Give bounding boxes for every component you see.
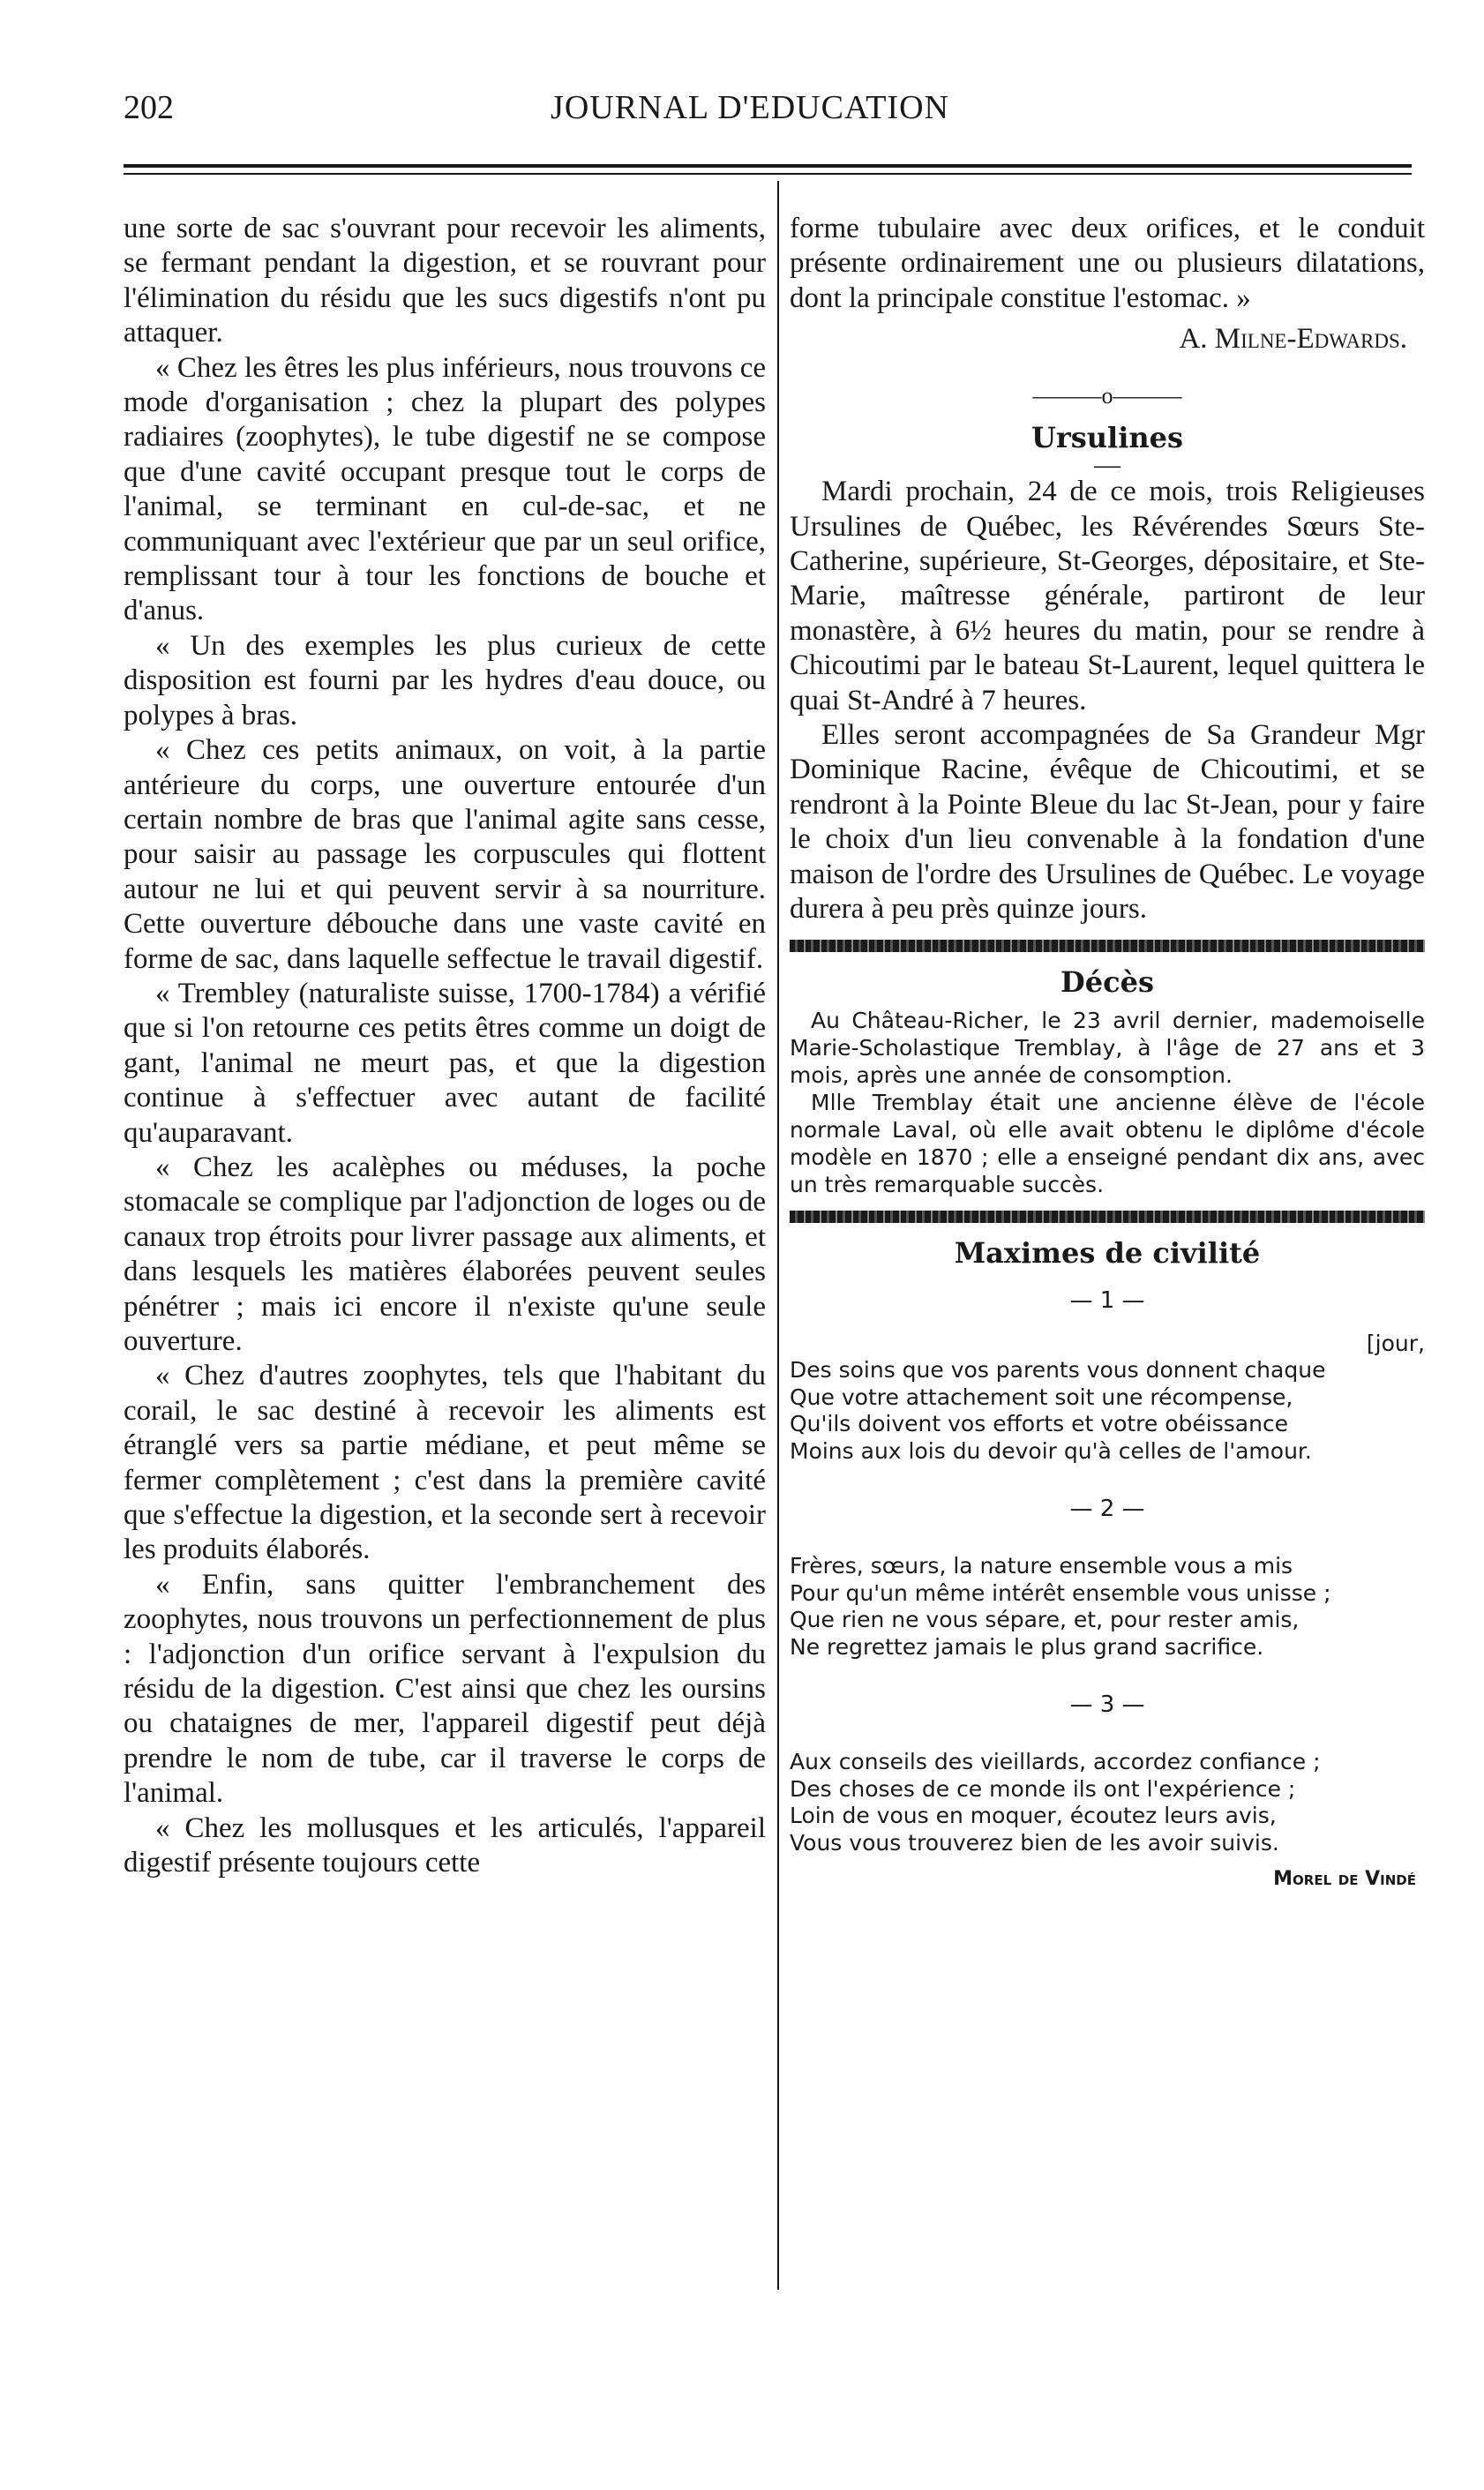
verse-line: Vous vous trouverez bien de les avoir suivis. [790, 1829, 1279, 1856]
article-paragraph: « Trembley (naturaliste suisse, 1700-1784) a vérifié que si l'on retourne ces petits êtres comme un doigt de gant, l'animal ne meurt pas, et que la digestion continue à s'effectuer avec autant de facilité qu'auparavant. [124, 977, 766, 1149]
verse-line: Qu'ils doivent vos efforts et votre obéissance [790, 1411, 1289, 1436]
article-paragraph: « Chez ces petits animaux, on voit, à la partie antérieure du corps, une ouverture entourée d'un certain nombre de bras que l'animal agite sans cesse, pour saisir au passage les corpuscules qui flottent autour ne lui et qui peuvent servir à sa nourriture. Cette ouverture débouche dans une vaste cavité en forme de sac, dans laquelle seffectue le travail digestif. [124, 734, 766, 975]
deces-paragraph: Mlle Tremblay était une ancienne élève de l'école normale Laval, où elle avait obtenu le diplôme d'école modèle en 1870 ; elle a enseigné pendant dix ans, avec un très remarquable succès. [790, 1089, 1425, 1197]
stanza-number: — 2 — [1069, 1496, 1145, 1522]
page-number: 202 [124, 89, 174, 126]
stanza-number: — 1 — [1069, 1286, 1145, 1314]
poem-signature: Morel de Vindé [1273, 1868, 1416, 1890]
ornamental-band [790, 940, 1425, 952]
verse-line: Pour qu'un même intérêt ensemble vous unisse ; [790, 1579, 1331, 1606]
deces-paragraph: Au Château-Richer, le 23 avril dernier, mademoiselle Marie-Scholastique Tremblay, à l'âge de 27 ans et 3 mois, après une année de consomption. [790, 1007, 1425, 1088]
article-paragraph: « Un des exemples les plus curieux de cette disposition est fourni par les hydres d'eau douce, ou polypes à bras. [124, 629, 766, 731]
article-paragraph: « Chez les mollusques et les articulés, l'appareil digestif présente toujours cette [124, 1811, 766, 1879]
article-paragraph: une sorte de sac s'ouvrant pour recevoir les aliments, se fermant pendant la digestion, et se rouvrant pour l'élimination du résidu que les sucs digestifs n'ont pu attaquer. [124, 213, 766, 349]
verse-line: Ne regrettez jamais le plus grand sacrifice. [790, 1633, 1264, 1660]
header-rule-thin [124, 173, 1412, 175]
verse-overflow: [jour, [1366, 1330, 1425, 1356]
heading-dash: — [1094, 450, 1120, 480]
ornamental-band [790, 1211, 1425, 1223]
running-title: JOURNAL D'EDUCATION [551, 89, 949, 126]
article-paragraph: « Chez d'autres zoophytes, tels que l'habitant du corail, le sac destiné à recevoir les aliments est étranglé vers sa partie médiane, et peut même se fermer complètement ; c'est dans la première cavité que s'effectue la digestion, et la seconde sert à recevoir les produits élaborés. [124, 1360, 766, 1566]
verse-line: Moins aux lois du devoir qu'à celles de l'amour. [790, 1437, 1312, 1464]
column-divider [777, 181, 779, 2290]
maximes-heading: Maximes de civilité [954, 1235, 1261, 1270]
stanza-number: — 3 — [1069, 1691, 1145, 1718]
author-signature: A. Milne-Edwards. [1179, 323, 1407, 356]
article-paragraph: « Chez les acalèphes ou méduses, la poche stomacale se complique par l'adjonction de loges ou de canaux trop étroits pour livrer passage aux aliments, et dans lesquels les matières élaborées peuvent seules pénétrer ; mais ici encore il n'existe qu'une seule ouverture. [124, 1151, 766, 1357]
page-header [124, 88, 1376, 141]
verse-line: Des choses de ce monde ils ont l'expérience ; [790, 1775, 1296, 1802]
article-paragraph: « Enfin, sans quitter l'embranchement des zoophytes, nous trouvons un perfectionnement de plus : l'adjonction d'un orifice servant à l'expulsion du résidu de la digestion. C'est ainsi que chez les oursins ou chataignes de mer, l'appareil digestif peut déjà prendre le nom de tube, car il traverse le corps de l'animal. [124, 1568, 766, 1810]
ursulines-paragraph: Mardi prochain, 24 de ce mois, trois Religieuses Ursulines de Québec, les Révérendes Sœurs Ste-Catherine, supérieure, St-Georges, dépositaire, et Ste-Marie, maîtresse générale, partiront de leur monastère, à 6½ heures du matin, pour se rendre à Chicoutimi par le bateau St-Laurent, lequel quittera le quai St-André à 7 heures. [790, 476, 1425, 716]
article-continuation: forme tubulaire avec deux orifices, et le conduit présente ordinairement une ou plusieurs dilatations, dont la principale constitue l'estomac. » [790, 213, 1425, 314]
header-rule-thick [124, 164, 1412, 168]
verse-line: Loin de vous en moquer, écoutez leurs avis, [790, 1803, 1277, 1828]
ursulines-heading: Ursulines [1031, 421, 1183, 455]
section-separator: ———o——— [1032, 383, 1182, 409]
verse-line: Des soins que vos parents vous donnent chaque [790, 1357, 1326, 1383]
deces-heading: Décès [1061, 964, 1154, 999]
verse-line: Que rien ne vous sépare, et, pour rester amis, [790, 1607, 1300, 1632]
left-column [124, 212, 766, 1881]
verse-line: Que votre attachement soit une récompense, [790, 1384, 1293, 1410]
article-paragraph: « Chez les êtres les plus inférieurs, nous trouvons ce mode d'organisation ; chez la plupart des polypes radiaires (zoophytes), le tube digestif ne se compose que d'une cavité occupant presque tout le corps de l'animal, se terminant en cul-de-sac, et ne communiquant avec l'extérieur que par un seul orifice, remplissant tour à tour les fonctions de bouche et d'anus. [124, 351, 766, 627]
verse-line: Aux conseils des vieillards, accordez confiance ; [790, 1749, 1321, 1774]
ursulines-paragraph: Elles seront accompagnées de Sa Grandeur Mgr Dominique Racine, évêque de Chicoutimi, et se rendront à la Pointe Bleue du lac St-Jean, pour y faire le choix d'un lieu convenable à la fondation d'une maison de l'ordre des Ursulines de Québec. Le voyage durera à peu près quinze jours. [790, 719, 1425, 926]
right-column [790, 212, 1425, 1895]
verse-line: Frères, sœurs, la nature ensemble vous a mis [790, 1553, 1293, 1579]
